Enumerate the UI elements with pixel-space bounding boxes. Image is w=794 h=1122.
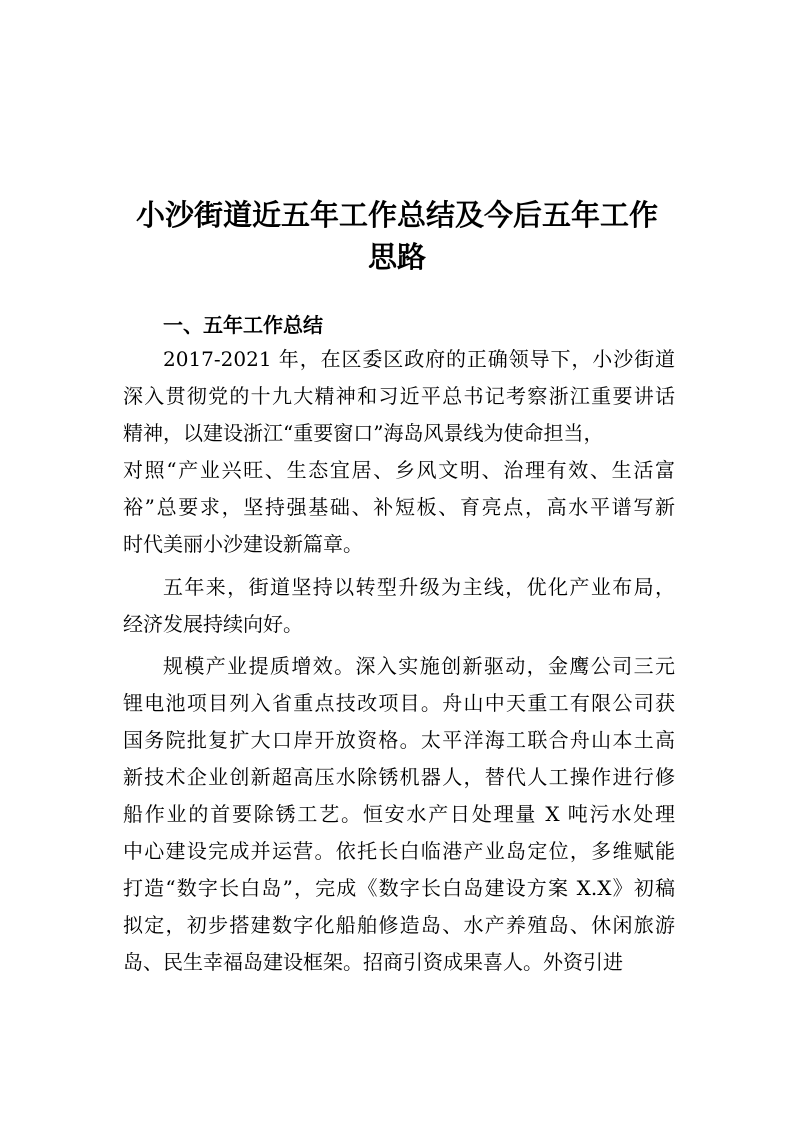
document-title-line-2: 思路 bbox=[367, 240, 426, 274]
paragraph-line: 对照“产业兴旺、生态宜居、乡风文明、治理有效、生活富 bbox=[123, 458, 675, 482]
paragraph-line: 国务院批复扩大口岸开放资格。太平洋海工联合舟山本土高 bbox=[123, 728, 675, 752]
paragraph-line: 裕”总要求，坚持强基础、补短板、育亮点，高水平谱写新 bbox=[123, 495, 675, 519]
paragraph-line: 五年来，街道坚持以转型升级为主线，优化产业布局， bbox=[163, 575, 675, 599]
paragraph-line: 新技术企业创新超高压水除锈机器人，替代人工操作进行修 bbox=[123, 765, 675, 789]
paragraph-line: 锂电池项目列入省重点技改项目。舟山中天重工有限公司获 bbox=[123, 691, 675, 715]
paragraph-line: 岛、民生幸福岛建设框架。招商引资成果喜人。外资引进 bbox=[123, 950, 623, 974]
paragraph-line: 船作业的首要除锈工艺。恒安水产日处理量 X 吨污水处理 bbox=[123, 802, 675, 826]
paragraph-line: 经济发展持续向好。 bbox=[123, 612, 303, 636]
paragraph-line: 规模产业提质增效。深入实施创新驱动，金鹰公司三元 bbox=[163, 654, 675, 678]
document-title-line-1: 小沙街道近五年工作总结及今后五年工作 bbox=[135, 198, 658, 232]
paragraph-line: 深入贯彻党的十九大精神和习近平总书记考察浙江重要讲话 bbox=[123, 384, 675, 408]
paragraph-line: 中心建设完成并运营。依托长白临港产业岛定位，多维赋能 bbox=[123, 839, 675, 863]
paragraph-line: 精神，以建设浙江“重要窗口”海岛风景线为使命担当， bbox=[123, 421, 604, 445]
paragraph-line: 2017-2021 年，在区委区政府的正确领导下，小沙街道 bbox=[163, 347, 675, 371]
paragraph-line: 拟定，初步搭建数字化船舶修造岛、水产养殖岛、休闲旅游 bbox=[123, 913, 675, 937]
section-heading: 一、五年工作总结 bbox=[163, 313, 323, 337]
paragraph-line: 打造“数字长白岛”，完成《数字长白岛建设方案 X.X》初稿 bbox=[123, 876, 675, 900]
paragraph-line: 时代美丽小沙建设新篇章。 bbox=[123, 532, 363, 556]
